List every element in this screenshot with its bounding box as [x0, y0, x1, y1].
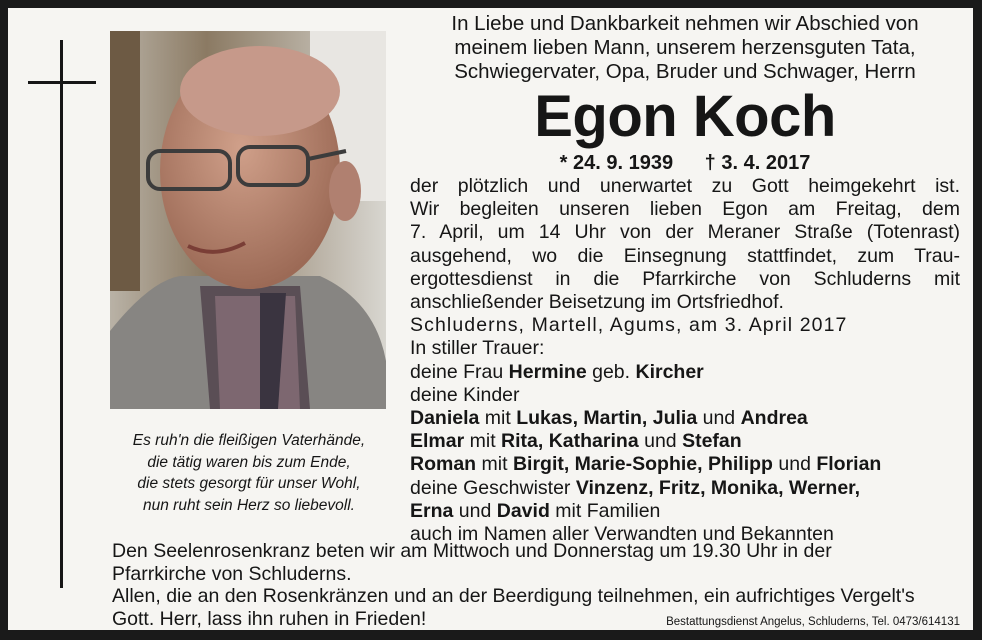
intro-line: In Liebe und Dankbarkeit nehmen wir Abschied von	[451, 12, 919, 35]
poem-line: die tätig waren bis zum Ende,	[147, 453, 351, 471]
intro-line: meinem lieben Mann, unserem herzensguten Tata,	[454, 36, 916, 59]
grandchildren: Lukas, Martin, Julia	[516, 407, 698, 430]
connector: mit	[469, 430, 496, 453]
sibling-name: Erna	[410, 499, 454, 522]
body-line: 7. April, um 14 Uhr von der Meraner Straße (Totenrast)	[410, 221, 960, 244]
cross-icon-bar	[28, 81, 96, 84]
connector: und	[644, 430, 677, 453]
poem	[113, 430, 385, 516]
thanks-line: Allen, die an den Rosenkränzen und an der Beerdigung teilnehmen, ein aufrichtiges Vergelt's	[112, 585, 915, 607]
intro-text	[410, 12, 960, 84]
body-line: ergottesdienst in die Pfarrkirche von Schluderns mit	[410, 267, 960, 290]
mourners	[410, 337, 960, 546]
child-line	[410, 407, 960, 430]
bottom-notices	[112, 540, 960, 630]
body-line: ausgehend, wo die Einsegnung stattfindet, zum Trau-	[410, 244, 960, 267]
portrait-photo	[110, 31, 386, 409]
siblings-line-2	[410, 500, 960, 523]
wife-name: Hermine	[508, 360, 587, 383]
connector: und	[778, 453, 811, 476]
siblings-names: Vinzenz, Fritz, Monika, Werner,	[575, 476, 861, 499]
child-name: Roman	[410, 453, 477, 476]
siblings-prefix: deine Geschwister	[410, 476, 571, 499]
poem-line: die stets gesorgt für unser Wohl,	[137, 475, 361, 492]
funeral-home-credit: Bestattungsdienst Angelus, Schluderns, Tel. 0473/614131	[666, 615, 960, 628]
child-line	[410, 453, 960, 476]
mourners-intro: In stiller Trauer:	[410, 337, 545, 360]
footer-row	[112, 608, 960, 631]
connector: mit	[484, 407, 511, 430]
rosary-line: Pfarrkirche von Schluderns.	[112, 562, 352, 585]
child-name: Daniela	[410, 407, 480, 430]
poem-line: nun ruht sein Herz so liebevoll.	[143, 496, 355, 514]
connector: und	[458, 499, 492, 522]
grandchild: Stefan	[682, 430, 742, 453]
life-dates	[410, 151, 960, 175]
wife-maiden: Kircher	[635, 360, 704, 383]
deceased-name: Egon Koch	[534, 84, 836, 149]
intro-line: Schwiegervater, Opa, Bruder und Schwager, Herrn	[454, 60, 916, 83]
place-date: Schluderns, Martell, Agums, am 3. April 2017	[410, 314, 848, 337]
body-line: anschließender Beisetzung im Ortsfriedhof.	[410, 291, 784, 314]
grandchildren: Birgit, Marie-Sophie, Philipp	[512, 453, 773, 476]
obituary-card	[8, 8, 973, 630]
children-label: deine Kinder	[410, 383, 520, 406]
grandchild: Florian	[816, 453, 882, 476]
sibling-name: David	[496, 499, 550, 522]
thanks-line: Gott. Herr, lass ihn ruhen in Frieden!	[112, 607, 427, 630]
child-name: Elmar	[410, 430, 465, 453]
wife-line	[410, 361, 960, 384]
child-line	[410, 430, 960, 453]
families-text: mit Familien	[555, 499, 661, 522]
wife-mid: geb.	[592, 360, 631, 383]
grandchildren: Rita, Katharina	[501, 430, 639, 453]
poem-line: Es ruh'n die fleißigen Vaterhände,	[132, 432, 366, 449]
body-text	[410, 175, 960, 314]
siblings-line	[410, 477, 960, 500]
death-date: † 3. 4. 2017	[704, 152, 811, 174]
birth-date: * 24. 9. 1939	[559, 152, 674, 174]
connector: und	[702, 407, 736, 430]
grandchild: Andrea	[740, 407, 808, 430]
rosary-line: Den Seelenrosenkranz beten wir am Mittwoch und Donnerstag um 19.30 Uhr in der	[112, 540, 832, 562]
connector: mit	[481, 453, 508, 476]
relatives-line: auch im Namen aller Verwandten und Bekannten	[410, 523, 834, 546]
cross-icon	[60, 40, 63, 588]
body-line: der plötzlich und unerwartet zu Gott heimgekehrt ist.	[410, 175, 960, 197]
body-line: Wir begleiten unseren lieben Egon am Freitag, dem	[410, 198, 960, 221]
main-text-column	[410, 12, 960, 546]
wife-prefix: deine Frau	[410, 360, 504, 383]
